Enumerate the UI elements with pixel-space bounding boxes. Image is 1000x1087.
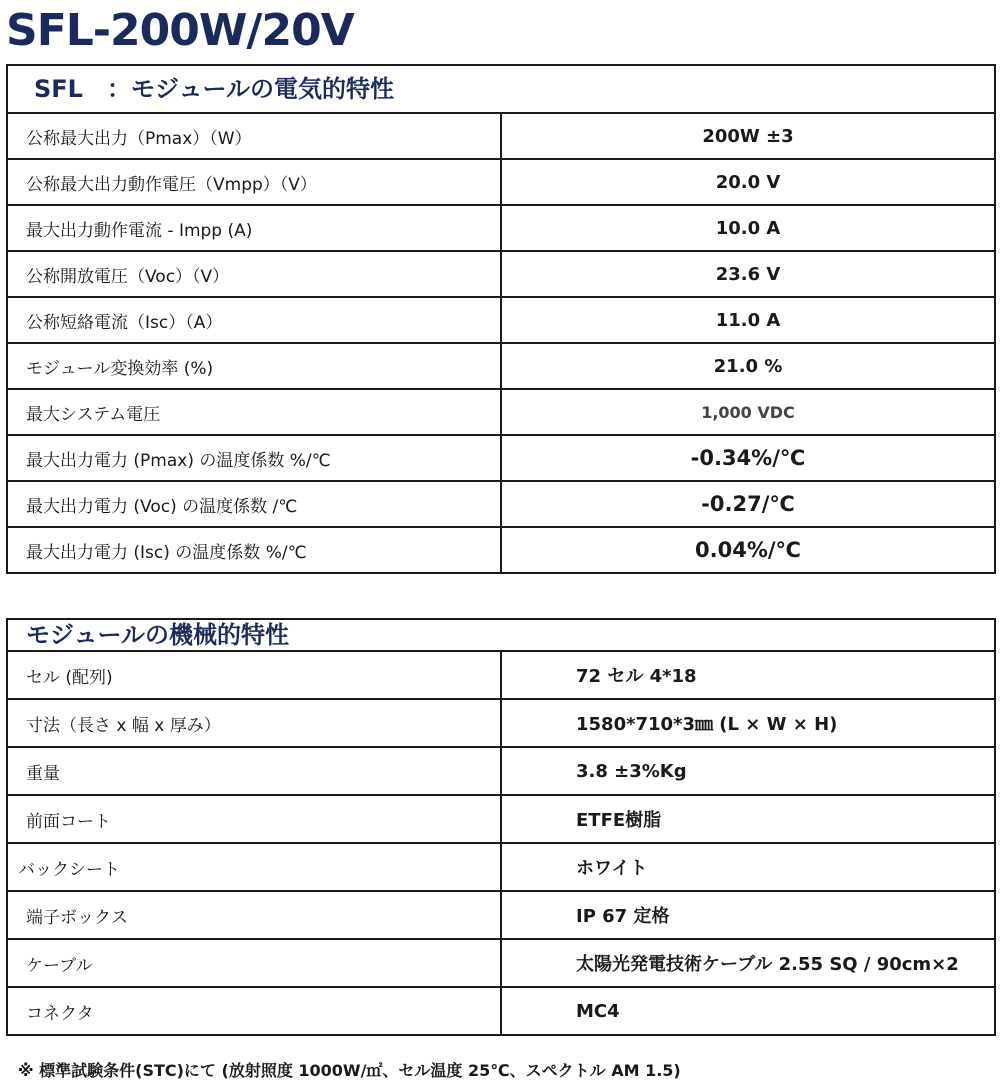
- spec-value: 72 セル 4*18: [501, 651, 995, 699]
- spec-label: 公称短絡電流（Isc）（A）: [7, 297, 501, 343]
- page-title: SFL-200W/20V: [6, 5, 354, 56]
- spec-value: -0.34%/℃: [501, 435, 995, 481]
- spec-label: 公称開放電圧（Voc）（V）: [7, 251, 501, 297]
- table-row: [7, 891, 995, 939]
- mechanical-table-heading: モジュールの機械的特性: [7, 619, 995, 651]
- spec-label: セル (配列): [7, 651, 501, 699]
- spec-label: 前面コート: [7, 795, 501, 843]
- spec-label: 端子ボックス: [7, 891, 501, 939]
- spec-value: 23.6 V: [501, 251, 995, 297]
- spec-label: 公称最大出力動作電圧（Vmpp）（V）: [7, 159, 501, 205]
- table-row: [7, 389, 995, 435]
- table-row: [7, 297, 995, 343]
- spec-value: -0.27/℃: [501, 481, 995, 527]
- table-row: [7, 747, 995, 795]
- spec-value: ETFE樹脂: [501, 795, 995, 843]
- table-row: [7, 159, 995, 205]
- spec-label: 寸法（長さ x 幅 x 厚み）: [7, 699, 501, 747]
- spec-value: MC4: [501, 987, 995, 1035]
- spec-label: 最大出力電力 (Pmax) の温度係数 %/℃: [7, 435, 501, 481]
- mechanical-characteristics-table: [6, 618, 996, 1036]
- spec-value: 200W ±3: [501, 113, 995, 159]
- spec-value: 20.0 V: [501, 159, 995, 205]
- spec-label: ケーブル: [7, 939, 501, 987]
- table-heading-row: [7, 619, 995, 651]
- spec-value: 1580*710*3㎜ (L × W × H): [501, 699, 995, 747]
- spec-value: 1,000 VDC: [501, 389, 995, 435]
- spec-value: IP 67 定格: [501, 891, 995, 939]
- spec-label: 公称最大出力（Pmax）（W）: [7, 113, 501, 159]
- spec-label: コネクタ: [7, 987, 501, 1035]
- table-row: [7, 343, 995, 389]
- table-row: [7, 481, 995, 527]
- spec-label: 重量: [7, 747, 501, 795]
- spec-label: 最大出力電力 (Isc) の温度係数 %/℃: [7, 527, 501, 573]
- spec-value: 3.8 ±3%Kg: [501, 747, 995, 795]
- table-heading-row: [7, 65, 995, 113]
- table-row: [7, 205, 995, 251]
- table-row: [7, 843, 995, 891]
- table-row: [7, 435, 995, 481]
- table-row: [7, 251, 995, 297]
- spec-value: 0.04%/℃: [501, 527, 995, 573]
- footnote: ※ 標準試験条件(STC)にて (放射照度 1000W/㎡、セル温度 25℃、スペクトル AM 1.5): [18, 1061, 681, 1080]
- spec-value: 21.0 %: [501, 343, 995, 389]
- spec-label: モジュール変換効率 (%): [7, 343, 501, 389]
- table-row: [7, 113, 995, 159]
- table-row: [7, 795, 995, 843]
- spec-label: 最大出力動作電流 - Impp (A): [7, 205, 501, 251]
- spec-value: 太陽光発電技術ケーブル 2.55 SQ / 90cm×2: [501, 939, 995, 987]
- table-row: [7, 939, 995, 987]
- table-row: [7, 651, 995, 699]
- table-row: [7, 527, 995, 573]
- spec-label: 最大システム電圧: [7, 389, 501, 435]
- spec-value: 11.0 A: [501, 297, 995, 343]
- spec-value: 10.0 A: [501, 205, 995, 251]
- spec-label: 最大出力電力 (Voc) の温度係数 /℃: [7, 481, 501, 527]
- electrical-table-heading: SFL ：モジュールの電気的特性: [7, 65, 995, 113]
- electrical-characteristics-table: [6, 64, 996, 574]
- spec-value: ホワイト: [501, 843, 995, 891]
- table-row: [7, 699, 995, 747]
- spec-label: バックシート: [7, 843, 501, 891]
- table-row: [7, 987, 995, 1035]
